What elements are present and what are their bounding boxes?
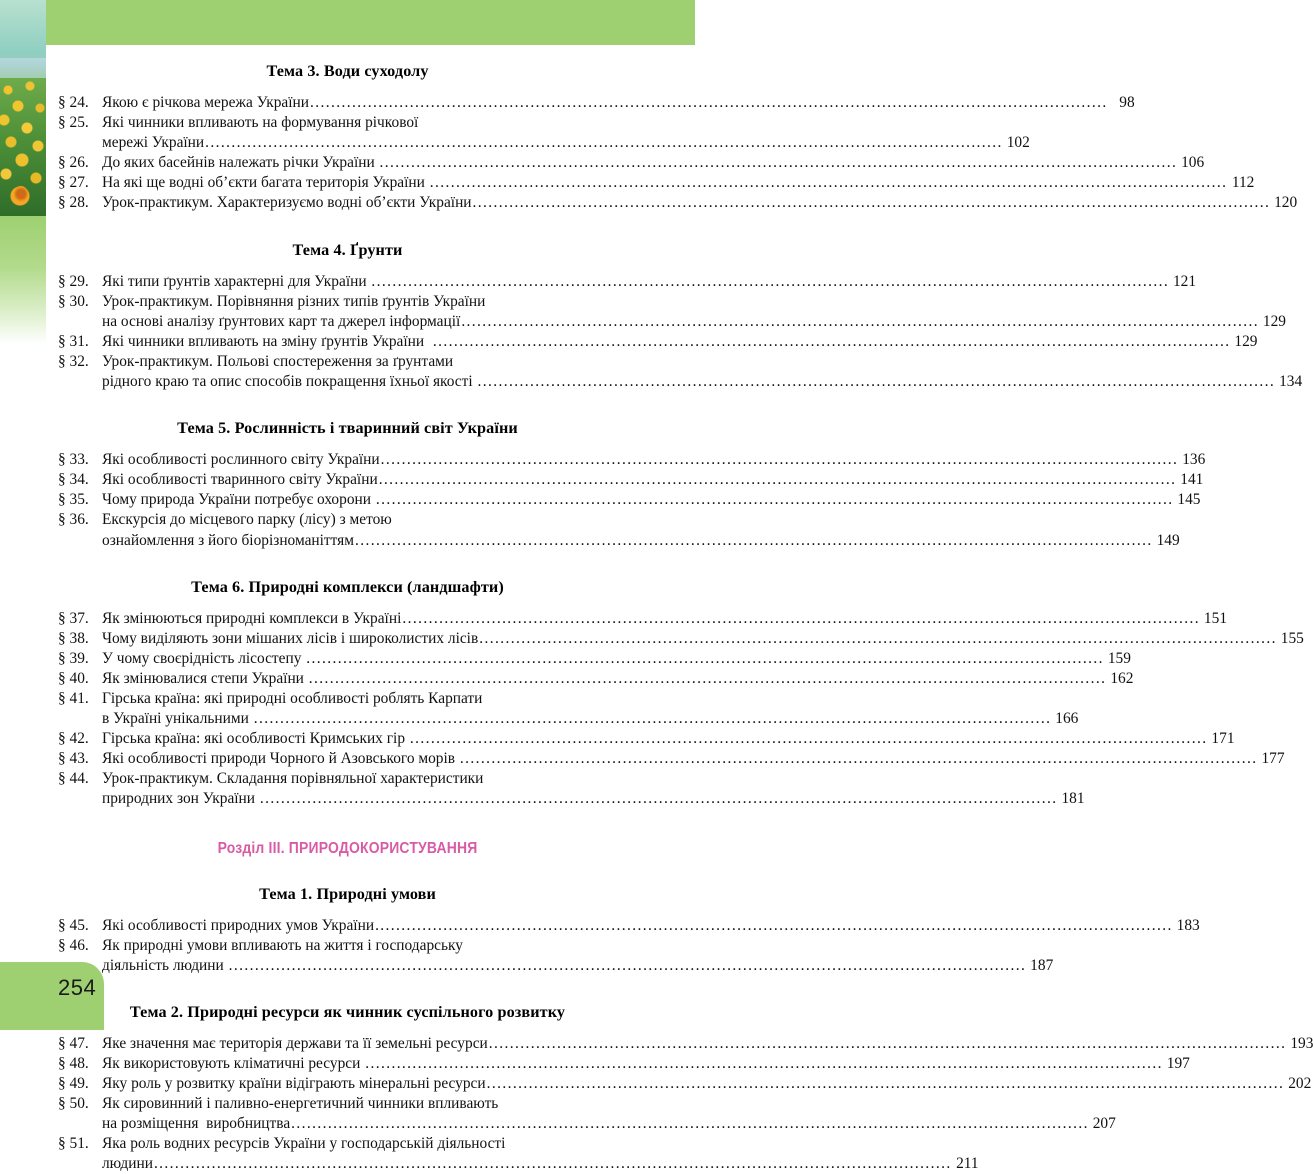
- toc-entry-title: Чому виділяють зони мішаних лісів і широколистих лісів: [102, 629, 479, 647]
- toc-entry-title: Як природні умови впливають на життя і господарську: [102, 936, 463, 954]
- dot-leader: [205, 133, 1003, 153]
- toc-entry-body: [58, 470, 1204, 490]
- toc-entry[interactable]: [0, 729, 1235, 749]
- dot-leader: [381, 450, 1179, 470]
- toc-entry[interactable]: [0, 1074, 1312, 1094]
- toc-page-number: 159: [1107, 649, 1131, 667]
- toc-entry-title: Урок-практикум. Характеризуємо водні об’єкти України: [102, 194, 472, 212]
- toc-entry-title: Як сировинний і паливно-енергетичний чинники впливають: [102, 1095, 499, 1113]
- toc-entry-line: [102, 1034, 1313, 1054]
- toc-page-number: 134: [1279, 373, 1303, 391]
- toc-entry-number: § 37.: [58, 609, 89, 627]
- toc-entry-number: § 30.: [58, 292, 89, 310]
- vertical-spacer: [0, 81, 695, 93]
- vertical-spacer: [0, 904, 695, 916]
- toc-entry-number: § 44.: [58, 770, 89, 788]
- toc-entry[interactable]: [0, 113, 1030, 153]
- toc-list: [0, 272, 1303, 393]
- toc-entry-body: [58, 292, 1286, 332]
- toc-entry-title: на розміщення виробництва: [102, 1115, 291, 1133]
- toc-entry-number: § 33.: [58, 451, 89, 469]
- toc-entry-line: [102, 490, 1201, 510]
- toc-page-number: 129: [1262, 312, 1286, 330]
- toc-entry-body: [58, 153, 1205, 173]
- toc-entry[interactable]: [0, 749, 1285, 769]
- vertical-spacer: [0, 45, 695, 62]
- toc-entry-number: § 47.: [58, 1034, 89, 1052]
- toc-entry[interactable]: [0, 689, 1079, 729]
- dot-leader: [460, 749, 1258, 769]
- toc-page-number: 166: [1055, 710, 1079, 728]
- toc-page-number: 102: [1006, 134, 1030, 152]
- toc-entry[interactable]: [0, 769, 1085, 809]
- toc-page-number: 149: [1156, 531, 1180, 549]
- toc-entry-number: § 46.: [58, 936, 89, 954]
- toc-page-number: 129: [1234, 332, 1258, 350]
- toc-entry-line: [102, 1054, 1190, 1074]
- toc-page-number: 112: [1231, 174, 1255, 192]
- toc-entry-number: § 39.: [58, 649, 89, 667]
- toc-entry[interactable]: [0, 193, 1298, 213]
- toc-entry-body: [58, 450, 1206, 470]
- toc-page-number: 183: [1176, 916, 1200, 934]
- toc-page-number: 151: [1203, 609, 1228, 627]
- toc-list: [0, 93, 1298, 214]
- toc-entry-body: [58, 510, 1180, 550]
- toc-entry-title: рідного краю та опис способів покращення їхньої якості: [102, 373, 477, 391]
- toc-entry[interactable]: [0, 649, 1131, 669]
- toc-entry-number: § 35.: [58, 491, 89, 509]
- toc-entry-line: [102, 133, 1030, 153]
- toc-entry[interactable]: [0, 153, 1205, 173]
- vertical-spacer: [0, 551, 695, 578]
- theme-heading: Тема 3. Води суходолу: [266, 62, 429, 80]
- toc-entry-line: [102, 113, 640, 133]
- toc-entry[interactable]: [0, 1034, 1313, 1054]
- toc-entry-number: § 31.: [58, 332, 89, 350]
- vertical-spacer: [0, 438, 695, 450]
- toc-entry-title: До яких басейнів належать річки України: [102, 154, 379, 172]
- toc-page-number: 136: [1182, 451, 1206, 469]
- vertical-spacer: [0, 597, 695, 609]
- toc-entry-number: § 32.: [58, 352, 89, 370]
- toc-entry-title: людини: [102, 1155, 153, 1173]
- vertical-spacer: [0, 392, 695, 419]
- toc-entry[interactable]: [0, 332, 1258, 352]
- toc-entry-number: § 38.: [58, 629, 89, 647]
- toc-entry-body: [58, 609, 1228, 629]
- dot-leader: [487, 1074, 1285, 1094]
- toc-entry-line: [102, 312, 1286, 332]
- dot-leader: [254, 709, 1052, 729]
- toc-entry-title: в Україні унікальними: [102, 710, 253, 728]
- toc-entry-body: [58, 749, 1285, 769]
- toc-entry[interactable]: [0, 1134, 979, 1174]
- toc-entry-line: [102, 292, 640, 312]
- dot-leader: [355, 531, 1153, 551]
- toc-entry-line: [102, 789, 1085, 809]
- toc-entry[interactable]: [0, 1054, 1190, 1074]
- toc-entry-line: [102, 936, 640, 956]
- dot-leader: [306, 649, 1104, 669]
- toc-entry-title: на основі аналізу ґрунтових карт та джерел інформації: [102, 312, 461, 330]
- toc-entry-body: [58, 1094, 1116, 1134]
- toc-entry-title: Які особливості природи Чорного й Азовського морів: [102, 750, 459, 768]
- toc-page-number: 120: [1274, 194, 1298, 212]
- toc-entry-number: § 43.: [58, 750, 89, 768]
- toc-entry-line: [102, 1094, 640, 1114]
- toc-list: [0, 1034, 1313, 1174]
- toc-entry-line: [102, 372, 1303, 392]
- toc-entry-title: Чому природа України потребує охорони: [102, 491, 375, 509]
- toc-entry-body: [58, 490, 1201, 510]
- toc-page-number: 211: [956, 1155, 979, 1173]
- toc-entry-body: [58, 649, 1131, 669]
- toc-entry-line: [102, 470, 1204, 490]
- toc-entry-title: Урок-практикум. Порівняння різних типів ґрунтів України: [102, 292, 486, 310]
- toc-entry-line: [102, 669, 1134, 689]
- toc-entry[interactable]: [0, 490, 1201, 510]
- toc-entry-body: [58, 689, 1079, 729]
- toc-entry-body: [58, 1034, 1313, 1054]
- toc-entry-body: [58, 272, 1197, 292]
- toc-entry-number: § 40.: [58, 669, 89, 687]
- toc-entry-line: [102, 450, 1206, 470]
- toc-entry-title: діяльність людини: [102, 956, 228, 974]
- toc-entry-line: [102, 531, 1180, 551]
- dot-leader: [376, 490, 1174, 510]
- toc-entry-line: [102, 153, 1205, 173]
- table-of-contents: [0, 45, 1313, 1174]
- toc-entry-line: [102, 332, 1258, 352]
- toc-entry-title: Які особливості тваринного світу України: [102, 471, 378, 489]
- dot-leader: [379, 470, 1177, 490]
- toc-entry-body: [58, 916, 1200, 936]
- dot-leader: [473, 193, 1271, 213]
- toc-entry-number: § 28.: [58, 194, 89, 212]
- toc-page-number: 155: [1280, 629, 1304, 647]
- toc-entry[interactable]: [0, 292, 1286, 332]
- toc-page-number: 171: [1211, 730, 1235, 748]
- toc-entry[interactable]: [0, 352, 1303, 392]
- vertical-spacer: [0, 1022, 695, 1034]
- toc-entry-title: Урок-практикум. Складання порівняльної характеристики: [102, 770, 484, 788]
- toc-page-number: 207: [1092, 1115, 1116, 1133]
- theme-heading: Тема 6. Природні комплекси (ландшафти): [191, 577, 504, 596]
- toc-entry-body: [58, 629, 1304, 649]
- toc-entry-number: § 50.: [58, 1095, 89, 1113]
- toc-entry-title: Як використовують кліматичні ресурси: [102, 1054, 365, 1072]
- toc-entry-number: § 29.: [58, 272, 89, 290]
- toc-entry-number: § 36.: [58, 511, 89, 529]
- toc-entry-line: [102, 689, 640, 709]
- toc-entry-line: [102, 93, 1135, 113]
- toc-entry-title: природних зон України: [102, 790, 259, 808]
- toc-entry-body: [58, 729, 1235, 749]
- toc-page-number: 141: [1180, 471, 1204, 489]
- dot-leader: [478, 372, 1276, 392]
- toc-entry[interactable]: [0, 669, 1134, 689]
- vertical-spacer: [0, 260, 695, 272]
- dot-leader: [489, 1034, 1287, 1054]
- theme-heading: Тема 4. Ґрунти: [292, 240, 403, 259]
- toc-entry-line: [102, 1154, 979, 1174]
- toc-entry-line: [102, 749, 1285, 769]
- toc-entry-body: [58, 113, 1030, 153]
- toc-entry-title: Які особливості рослинного світу України: [102, 451, 380, 469]
- toc-entry[interactable]: [0, 272, 1197, 292]
- toc-entry[interactable]: [0, 173, 1255, 193]
- toc-entry[interactable]: [0, 1094, 1116, 1134]
- toc-page-number: 162: [1110, 669, 1134, 687]
- dot-leader: [461, 312, 1259, 332]
- toc-entry-title: На які ще водні об’єкти багата територія України: [102, 174, 429, 192]
- toc-entry-number: § 42.: [58, 730, 89, 748]
- dot-leader: [154, 1154, 952, 1174]
- toc-entry-title: Які чинники впливають на формування річкової: [102, 114, 419, 132]
- page-number: 254: [58, 975, 97, 1000]
- toc-entry-number: § 25.: [58, 114, 89, 132]
- theme-heading: Тема 2. Природні ресурси як чинник суспільного розвитку: [129, 1002, 566, 1021]
- toc-entry-line: [102, 709, 1079, 729]
- dot-leader: [291, 1114, 1089, 1134]
- part-heading: Розділ III. ПРИРОДОКОРИСТУВАННЯ: [217, 839, 478, 857]
- toc-list: [0, 916, 1200, 976]
- toc-page-number: 98: [1119, 94, 1135, 111]
- vertical-spacer: [0, 214, 695, 241]
- toc-list: [0, 450, 1206, 550]
- toc-entry-number: § 45.: [58, 916, 89, 934]
- toc-page-number: 106: [1181, 154, 1205, 172]
- toc-entry-number: § 51.: [58, 1135, 89, 1153]
- toc-entry-line: [102, 609, 1228, 629]
- toc-entry-title: Як змінюються природні комплекси в Україні: [102, 609, 402, 627]
- toc-entry-line: [102, 649, 1131, 669]
- toc-entry-body: [58, 936, 1054, 976]
- toc-entry-title: Яка роль водних ресурсів України у господарській діяльності: [102, 1135, 506, 1153]
- toc-list: [0, 609, 1304, 810]
- toc-entry-body: [58, 173, 1255, 193]
- toc-entry-line: [102, 272, 1197, 292]
- vertical-spacer: [0, 810, 695, 840]
- toc-entry-number: § 48.: [58, 1054, 89, 1072]
- toc-entry-line: [102, 956, 1054, 976]
- vertical-spacer: [0, 976, 695, 1003]
- toc-page-number: 177: [1261, 750, 1285, 768]
- toc-entry[interactable]: [0, 936, 1054, 976]
- toc-entry-title: У чому своєрідність лісостепу: [102, 649, 306, 667]
- toc-entry-line: [102, 769, 640, 789]
- toc-entry-number: § 27.: [58, 174, 89, 192]
- toc-entry-line: [102, 729, 1235, 749]
- dot-leader: [309, 669, 1107, 689]
- dot-leader: [229, 956, 1027, 976]
- toc-entry-body: [58, 1074, 1312, 1094]
- dot-leader: [479, 629, 1277, 649]
- toc-entry-title: ознайомлення з його біорізноманіттям: [102, 531, 354, 549]
- toc-entry-line: [102, 352, 640, 372]
- toc-entry-title: Екскурсія до місцевого парку (лісу) з метою: [102, 511, 392, 529]
- toc-entry-line: [102, 173, 1255, 193]
- toc-entry-title: Гірська країна: які особливості Кримських гір: [102, 730, 409, 748]
- toc-entry-line: [102, 629, 1304, 649]
- toc-entry-title: Гірська країна: які природні особливості роблять Карпати: [102, 689, 483, 707]
- toc-entry-number: § 34.: [58, 471, 89, 489]
- toc-entry-body: [58, 669, 1134, 689]
- toc-entry-number: § 24.: [58, 94, 89, 111]
- dot-leader: [402, 609, 1200, 629]
- toc-entry-body: [58, 352, 1303, 392]
- dot-leader: [375, 916, 1173, 936]
- toc-entry-line: [102, 916, 1200, 936]
- dot-leader: [371, 272, 1169, 292]
- toc-entry-body: [58, 769, 1085, 809]
- dot-leader: [410, 729, 1208, 749]
- toc-page-number: 121: [1172, 272, 1197, 290]
- toc-entry-body: [58, 193, 1298, 213]
- toc-entry-line: [102, 1134, 640, 1154]
- toc-entry-number: § 41.: [58, 689, 89, 707]
- toc-entry[interactable]: [0, 450, 1206, 470]
- toc-entry[interactable]: [0, 916, 1200, 936]
- theme-heading: Тема 1. Природні умови: [259, 884, 436, 903]
- toc-entry-number: § 49.: [58, 1075, 89, 1092]
- toc-entry-title: Яке значення має територія держави та її земельні ресурси: [102, 1034, 488, 1052]
- toc-entry-title: Які типи ґрунтів характерні для України: [102, 272, 371, 290]
- toc-entry-number: § 26.: [58, 154, 89, 172]
- toc-entry-title: Яку роль у розвитку країни відіграють мінеральні ресурси: [102, 1075, 486, 1092]
- toc-entry-title: Як змінювалися степи України: [102, 669, 308, 687]
- toc-entry-title: Урок-практикум. Польові спостереження за ґрунтами: [102, 352, 454, 370]
- toc-entry-body: [58, 93, 1135, 113]
- toc-entry-body: [58, 332, 1258, 352]
- toc-entry[interactable]: [0, 510, 1180, 550]
- toc-entry-body: [58, 1134, 979, 1174]
- toc-entry-line: [102, 1114, 1116, 1134]
- toc-page-number: 181: [1061, 790, 1085, 808]
- toc-page-number: 202: [1288, 1075, 1312, 1092]
- dot-leader: [430, 173, 1228, 193]
- toc-entry-body: [58, 1054, 1190, 1074]
- toc-entry-title: Які чинники впливають на зміну ґрунтів України: [102, 332, 432, 350]
- vertical-spacer: [0, 858, 695, 885]
- dot-leader: [365, 1054, 1163, 1074]
- dot-leader: [380, 153, 1178, 173]
- toc-page-number: 197: [1166, 1054, 1190, 1072]
- toc-entry[interactable]: [0, 609, 1228, 629]
- toc-entry[interactable]: [0, 93, 1135, 113]
- dot-leader: [433, 332, 1231, 352]
- toc-entry-title: Які особливості природних умов України: [102, 916, 375, 934]
- green-top-band: [0, 0, 695, 45]
- toc-entry[interactable]: [0, 629, 1304, 649]
- toc-entry-line: [102, 1074, 1312, 1094]
- toc-entry[interactable]: [0, 470, 1204, 490]
- theme-heading: Тема 5. Рослинність і тваринний світ України: [177, 419, 518, 438]
- toc-page-number: 145: [1177, 491, 1201, 509]
- dot-leader: [260, 789, 1058, 809]
- toc-entry-title: мережі України: [102, 134, 205, 152]
- toc-page-number: 187: [1030, 956, 1054, 974]
- toc-entry-title: Якою є річкова мережа України: [102, 94, 310, 111]
- toc-page-number: 193: [1290, 1034, 1313, 1052]
- dot-leader: [310, 93, 1108, 113]
- toc-entry-line: [102, 193, 1298, 213]
- toc-entry-line: [102, 510, 640, 530]
